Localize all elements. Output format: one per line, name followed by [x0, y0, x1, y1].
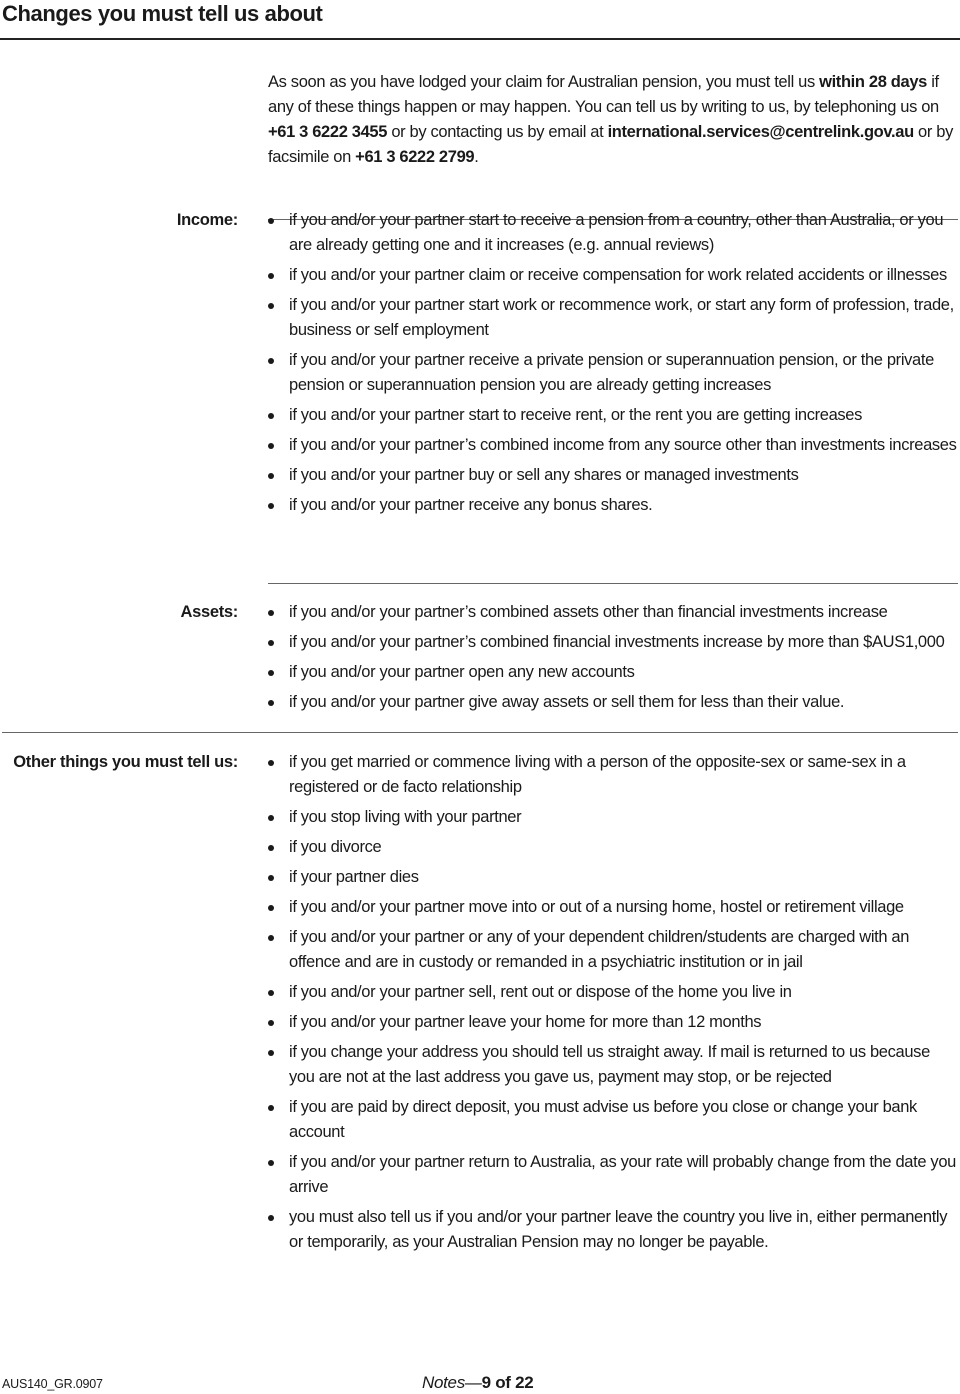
list-item-text: if you and/or your partner’s combined income from any source other than investments increases — [289, 436, 957, 454]
bullet-icon — [268, 273, 274, 279]
bullet-icon — [268, 610, 274, 616]
bullet-icon — [268, 503, 274, 509]
list-item-text: if you and/or your partner start work or recommence work, or start any form of profession, trade, business or self employment — [289, 296, 954, 339]
fax-number: +61 3 6222 2799 — [355, 148, 475, 166]
bullet-icon — [268, 1020, 274, 1026]
list-item-text: if you and/or your partner receive any bonus shares. — [289, 496, 653, 514]
income-label: Income: — [176, 211, 238, 229]
list-item — [268, 600, 958, 625]
divider-assets — [268, 583, 958, 584]
bullet-icon — [268, 875, 274, 881]
list-item-text: if you and/or your partner give away assets or sell them for less than their value. — [289, 693, 845, 711]
list-item — [268, 463, 958, 488]
list-item — [268, 493, 958, 518]
list-item — [268, 835, 958, 860]
page-number: Notes—9 of 22 — [422, 1373, 534, 1392]
list-item-text: if you and/or your partner’s combined financial investments increase by more than $AUS1,000 — [289, 633, 945, 651]
bullet-icon — [268, 358, 274, 364]
list-item-text: if you and/or your partner start to receive rent, or the rent you are getting increases — [289, 406, 863, 424]
bullet-icon — [268, 443, 274, 449]
phone-number: +61 3 6222 3455 — [268, 123, 388, 141]
list-item — [268, 865, 958, 890]
list-item-text: if you and/or your partner buy or sell any shares or managed investments — [289, 466, 799, 484]
deadline-text: within 28 days — [819, 73, 927, 91]
list-item — [268, 805, 958, 830]
list-item — [268, 403, 958, 428]
list-item — [268, 1010, 958, 1035]
list-item — [268, 1040, 958, 1090]
bullet-icon — [268, 700, 274, 706]
list-item-text: you must also tell us if you and/or your partner leave the country you live in, either permanently or temporarily, as your Australian Pension may no longer be payable. — [289, 1208, 948, 1251]
list-item-text: if you and/or your partner receive a private pension or superannuation pension, or the private pension or superannuation pension you are already getting increases — [289, 351, 934, 394]
list-item-text: if you and/or your partner return to Australia, as your rate will probably change from the date you arrive — [289, 1153, 956, 1196]
assets-label: Assets: — [180, 603, 238, 621]
list-item — [268, 750, 958, 800]
list-item-text: if you and/or your partner claim or receive compensation for work related accidents or illnesses — [289, 266, 947, 284]
list-item — [268, 433, 958, 458]
form-code: AUS140_GR.0907 — [2, 1377, 103, 1391]
list-item — [268, 208, 958, 258]
bullet-icon — [268, 640, 274, 646]
list-item-text: if you and/or your partner start to receive a pension from a country, other than Australia, or you are already getting one and it increases (e.g. annual reviews) — [289, 211, 944, 254]
list-item-text: if you are paid by direct deposit, you must advise us before you close or change your bank account — [289, 1098, 917, 1141]
list-item — [268, 348, 958, 398]
list-item — [268, 925, 958, 975]
bullet-icon — [268, 303, 274, 309]
bullet-icon — [268, 815, 274, 821]
list-item-text: if you and/or your partner move into or out of a nursing home, hostel or retirement village — [289, 898, 904, 916]
list-item-text: if you and/or your partner open any new accounts — [289, 663, 635, 681]
bullet-icon — [268, 473, 274, 479]
bullet-icon — [268, 670, 274, 676]
divider-other — [2, 732, 958, 733]
bullet-icon — [268, 1050, 274, 1056]
bullet-icon — [268, 845, 274, 851]
bullet-icon — [268, 905, 274, 911]
list-item — [268, 660, 958, 685]
other-label: Other things you must tell us: — [13, 753, 238, 771]
income-list — [268, 208, 958, 523]
list-item-text: if you change your address you should tell us straight away. If mail is returned to us because you are not at the last address you gave us, payment may stop, or be rejected — [289, 1043, 930, 1086]
bullet-icon — [268, 1105, 274, 1111]
list-item-text: if you and/or your partner sell, rent out or dispose of the home you live in — [289, 983, 792, 1001]
email-address: international.services@centrelink.gov.au — [607, 123, 914, 141]
list-item — [268, 980, 958, 1005]
list-item — [268, 1150, 958, 1200]
bullet-icon — [268, 218, 274, 224]
bullet-icon — [268, 760, 274, 766]
list-item — [268, 1205, 958, 1255]
list-item-text: if you and/or your partner leave your home for more than 12 months — [289, 1013, 762, 1031]
list-item — [268, 1095, 958, 1145]
bullet-icon — [268, 990, 274, 996]
intro-paragraph: As soon as you have lodged your claim for Australian pension, you must tell us within 28 days if any of these things happen or may happen. You can tell us by writing to us, by telephoning us on +61 3 6222 3455 or by contacting us by email at international.services@centrelink.gov.au or by facsimile on +61 3 6222 2799. — [268, 73, 953, 166]
other-list — [268, 750, 958, 1260]
bullet-icon — [268, 413, 274, 419]
bullet-icon — [268, 1215, 274, 1221]
list-item-text: if you stop living with your partner — [289, 808, 522, 826]
list-item — [268, 263, 958, 288]
list-item — [268, 895, 958, 920]
page-title: Changes you must tell us about — [0, 0, 960, 40]
list-item — [268, 293, 958, 343]
assets-list — [268, 600, 958, 720]
list-item-text: if you divorce — [289, 838, 382, 856]
list-item-text: if your partner dies — [289, 868, 419, 886]
list-item — [268, 630, 958, 655]
list-item-text: if you get married or commence living with a person of the opposite-sex or same-sex in a registered or de facto relationship — [289, 753, 906, 796]
list-item — [268, 690, 958, 715]
bullet-icon — [268, 1160, 274, 1166]
list-item-text: if you and/or your partner’s combined assets other than financial investments increase — [289, 603, 888, 621]
list-item-text: if you and/or your partner or any of your dependent children/students are charged with an offence and are in custody or remanded in a psychiatric institution or in jail — [289, 928, 910, 971]
bullet-icon — [268, 935, 274, 941]
